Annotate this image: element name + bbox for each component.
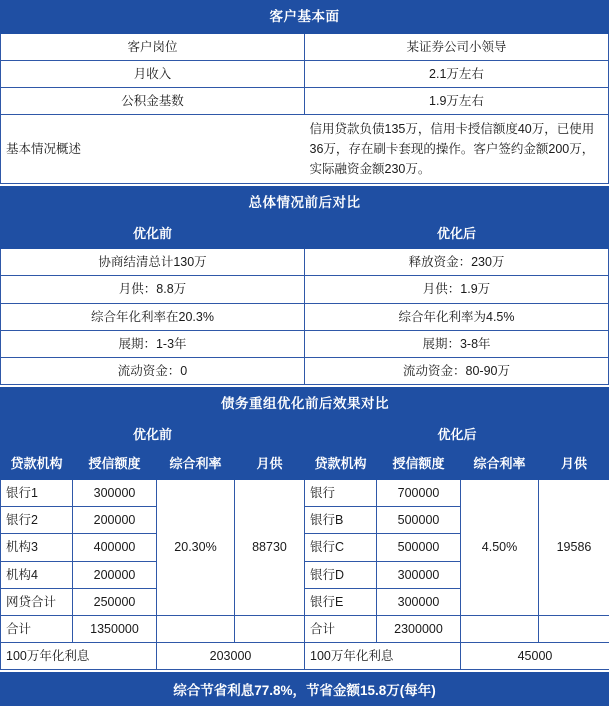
overall-head-after: 优化后 [305,219,609,249]
before-institution: 机构3 [1,534,73,561]
restructure-head-before: 优化前 [1,420,305,450]
after-total-label: 合计 [305,615,377,642]
after-institution: 银行 [305,480,377,507]
table-row [1,87,609,114]
before-amount: 250000 [73,588,157,615]
overall-before-value: 综合年化利率在20.3% [1,303,305,330]
basic-info-title-row [1,1,609,34]
col-before-monthly: 月供 [235,450,305,480]
before-institution: 银行2 [1,507,73,534]
before-amount: 200000 [73,561,157,588]
after-amount: 500000 [377,534,461,561]
before-monthly: 88730 [235,480,305,616]
basic-row-value: 某证券公司小领导 [305,33,609,60]
after-interest-label: 100万年化利息 [305,642,461,669]
restructure-head-after: 优化后 [305,420,609,450]
overall-before-value: 月供：8.8万 [1,276,305,303]
basic-summary-row [1,114,609,183]
before-institution: 网贷合计 [1,588,73,615]
restructure-title-row [1,387,609,420]
overall-title-row [1,186,609,219]
before-interest-value: 203000 [157,642,305,669]
before-rate: 20.30% [157,480,235,616]
overall-after-value: 展期：3-8年 [305,330,609,357]
col-before-credit: 授信额度 [73,450,157,480]
table-row [1,357,609,384]
before-total-monthly-blank [235,615,305,642]
basic-info-table [0,0,609,184]
after-amount: 300000 [377,561,461,588]
table-row [1,60,609,87]
overall-after-value: 释放资金：230万 [305,249,609,276]
col-after-institution: 贷款机构 [305,450,377,480]
overall-before-value: 协商结清总计130万 [1,249,305,276]
basic-row-value: 1.9万左右 [305,87,609,114]
before-amount: 200000 [73,507,157,534]
before-amount: 300000 [73,480,157,507]
basic-row-label: 月收入 [1,60,305,87]
after-interest-value: 45000 [461,642,609,669]
col-after-rate: 综合利率 [461,450,539,480]
after-total-rate-blank [461,615,539,642]
before-amount: 400000 [73,534,157,561]
table-row [1,480,609,507]
col-before-rate: 综合利率 [157,450,235,480]
basic-row-label: 客户岗位 [1,33,305,60]
after-amount: 300000 [377,588,461,615]
table-row [1,249,609,276]
table-row [1,330,609,357]
basic-summary-label: 基本情况概述 [1,114,305,183]
savings-summary-band: 综合节省利息77.8%，节省金额15.8万(每年) [0,672,609,706]
basic-info-title: 客户基本面 [1,1,609,34]
overall-head-row [1,219,609,249]
after-total-amount: 2300000 [377,615,461,642]
overall-after-value: 流动资金：80-90万 [305,357,609,384]
overall-title: 总体情况前后对比 [1,186,609,219]
overall-compare-table [0,186,609,385]
restructure-table [0,387,609,670]
before-total-rate-blank [157,615,235,642]
overall-after-value: 月供：1.9万 [305,276,609,303]
basic-row-value: 2.1万左右 [305,60,609,87]
after-rate: 4.50% [461,480,539,616]
after-amount: 700000 [377,480,461,507]
restructure-head-row [1,420,609,450]
before-total-label: 合计 [1,615,73,642]
after-institution: 银行B [305,507,377,534]
col-after-monthly: 月供 [539,450,609,480]
restructure-total-row [1,615,609,642]
col-before-institution: 贷款机构 [1,450,73,480]
before-total-amount: 1350000 [73,615,157,642]
overall-before-value: 流动资金：0 [1,357,305,384]
restructure-title: 债务重组优化前后效果对比 [1,387,609,420]
after-institution: 银行C [305,534,377,561]
before-interest-label: 100万年化利息 [1,642,157,669]
overall-after-value: 综合年化利率为4.5% [305,303,609,330]
basic-summary-text: 信用贷款负债135万，信用卡授信额度40万，已使用36万，存在刷卡套现的操作。客户签约金额200万，实际融资金额230万。 [305,114,609,183]
table-row [1,303,609,330]
after-institution: 银行E [305,588,377,615]
after-total-monthly-blank [539,615,609,642]
table-row [1,33,609,60]
overall-before-value: 展期：1-3年 [1,330,305,357]
col-after-credit: 授信额度 [377,450,461,480]
restructure-columns-row [1,450,609,480]
annual-interest-row [1,642,609,669]
basic-row-label: 公积金基数 [1,87,305,114]
before-institution: 银行1 [1,480,73,507]
after-institution: 银行D [305,561,377,588]
table-row [1,276,609,303]
overall-head-before: 优化前 [1,219,305,249]
after-amount: 500000 [377,507,461,534]
after-monthly: 19586 [539,480,609,616]
before-institution: 机构4 [1,561,73,588]
